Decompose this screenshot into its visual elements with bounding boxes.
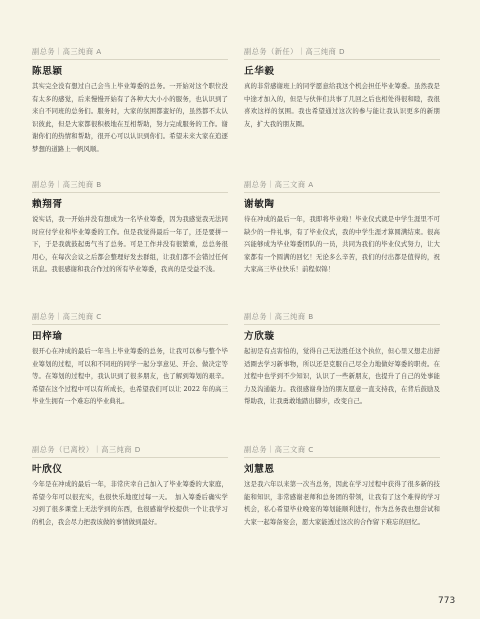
entry-text: 说实话，我一开始并没有想成为一名毕业筹委，因为我感觉我无法同时应付学业和毕业筹委的工作。但是我觉得最后一年了，还是要拼一下，于是我就鼓起勇气当了总务。可是工作并没有很繁重，总总务很用心，在每次会议之后都会整理好发去群组，让我们都不会错过任何讯息。我很感谢和我合作过的所有毕业筹委，我真的是受益不浅。 [32, 215, 228, 274]
student-name: 田梓瑜 [32, 331, 63, 342]
student-name: 叶欣仪 [32, 464, 63, 475]
entry-text: 今年是在冲成的最后一年，非常庆幸自己加入了毕业筹委的大家庭，希望今年可以很充实，也很快乐地度过每一天。 加入筹委后确实学习到了很多课堂上无法学到的东西，也很感谢学校提供一个让我学习的机会，我会尽力把我该做的事情做到最好。 [32, 480, 228, 526]
role-label: 副总务｜高三纯商 A [32, 47, 228, 60]
entry-text: 很开心在冲成的最后一年当上毕业筹委的总务，让我可以参与整个毕业筹划的过程，可以和不同班的同学一起分享意见、开会、做决定等等。在筹划的过程中，我认识到了很多朋友，也了解到筹划的艰辛。希望在这个过程中可以有所成长，也希望我们可以让 2022 年的高三毕业生拥有一个难忘的毕业典礼。 [32, 347, 228, 406]
role-label: 副总务（新任）｜高三纯商 D [244, 47, 440, 60]
role-label: 副总务｜高三纯商 C [32, 312, 228, 325]
entry-text: 其实完全没有想过自己会当上毕业筹委的总务。一开始对这个职位没有太多的感觉，后来慢慢开始有了各种大大小小的服务，也认识到了来自不同班的总务们。服务时，大家的氛围都蛮好的，虽然都不太认识彼此，但是大家都很积极地在互相帮助，努力完成服务的工作。谢谢你们的热情和帮助，很开心可以认识到你们。希望未来大家在追逐梦想的道路上一帆风顺。 [32, 82, 228, 153]
student-name: 赖翔胥 [32, 199, 63, 210]
role-label: 副总务｜高三文商 A [244, 180, 440, 193]
entry-text: 这是我六年以来第一次当总务，因此在学习过程中获得了很多新的技能和知识，非常感谢老师和总务团的带领，让我有了这个难得的学习机会，私心希望毕业晚宴的筹划能顺利进行，作为总务我也想尝试和大家一起筹备宴会，愿大家能透过这次的合作留下难忘的回忆。 [244, 480, 440, 526]
student-name: 丘华毅 [244, 66, 275, 77]
entry-card [244, 445, 440, 528]
entry-card [32, 47, 228, 156]
entry-card [32, 180, 228, 276]
role-label: 副总务｜高三文商 C [244, 445, 440, 458]
entry-card [244, 312, 440, 408]
role-label: 副总务（已离校）｜高三纯商 D [32, 445, 228, 458]
role-label: 副总务｜高三纯商 B [32, 180, 228, 193]
student-name: 刘慧恩 [244, 464, 275, 475]
entry-card [244, 47, 440, 130]
entry-text: 起初是有点害怕的，觉得自己无法胜任这个执位，但心里又想走出舒适圈去学习新事物，所以还是克服自己尽全力地做好筹委的职责。在过程中也学到不少知识，认识了一些新朋友，也提升了自己的处事能力及沟通能力。我很感谢身边的朋友愿意一直支持我，在背后鼓励及帮助我，让我勇敢地踏出脚步，改变自己。 [244, 347, 440, 406]
page-number: 773 [438, 596, 456, 606]
role-label: 副总务｜高三纯商 B [244, 312, 440, 325]
student-name: 谢敏陶 [244, 199, 275, 210]
entry-text: 待在冲成的最后一年，我即将毕业啦！毕业仪式就是中学生涯里不可缺少的一件礼事，有了毕业仪式，我的中学生涯才算圆满结束。很高兴能够成为毕业筹委团队的一员，共同为我们的毕业仪式努力，让大家都有一个圆满的回忆！无论多么辛苦，我们的付出都是值得的，祝大家高三毕业快乐！前程似锦！ [244, 215, 440, 274]
entry-text: 真的非常感谢班上的同学愿意给我这个机会担任毕业筹委。虽然我是中途才加入的，但是与伙伴们共事了几回之后也相处得很和睦，我很喜欢这样的氛围。我也希望通过这次的参与能让我认识更多的新朋友，扩大我的朋友圈。 [244, 82, 440, 128]
entry-card [32, 312, 228, 408]
student-name: 方欣璇 [244, 331, 275, 342]
student-name: 陈思颖 [32, 66, 63, 77]
entry-card [32, 445, 228, 528]
entry-card [244, 180, 440, 276]
